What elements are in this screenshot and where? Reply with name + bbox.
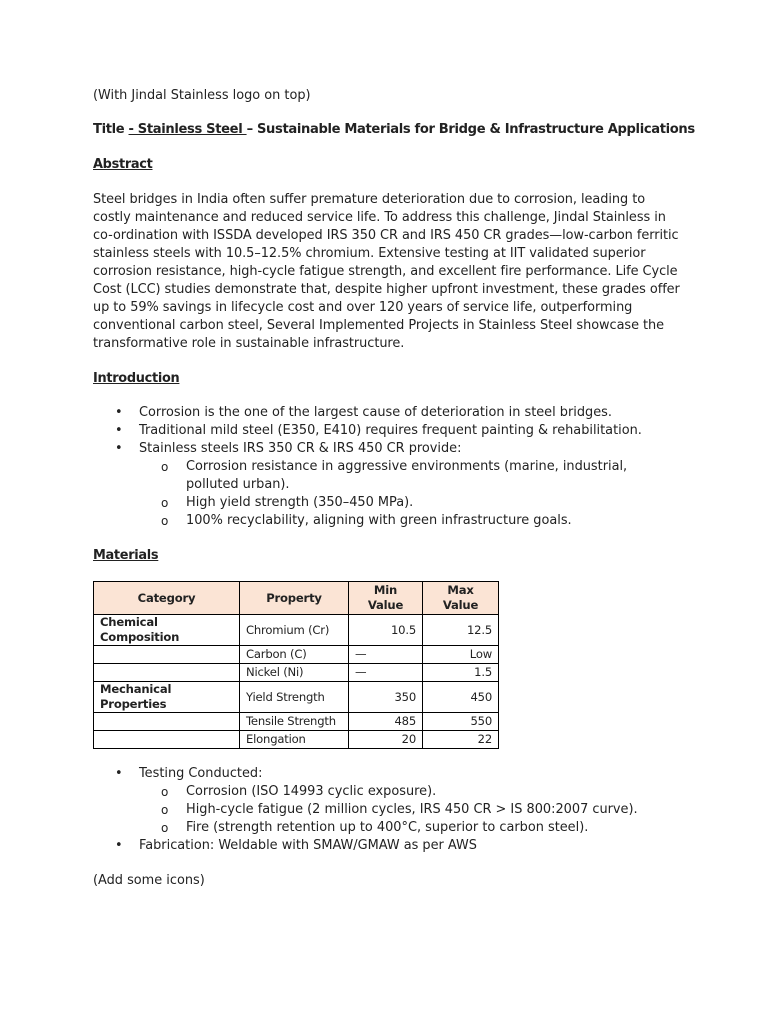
materials-heading: Materials <box>93 548 159 563</box>
materials-table <box>93 581 499 749</box>
table-row <box>94 646 499 664</box>
abstract-heading: Abstract <box>93 157 153 172</box>
table-cell: Low <box>423 646 499 664</box>
list-item <box>93 440 683 530</box>
table-header-cell: Category <box>94 582 240 615</box>
list-item-label: Stainless steels IRS 350 CR & IRS 450 CR provide: <box>139 441 462 456</box>
sub-list-item: o High yield strength (350–450 MPa). <box>139 494 683 512</box>
table-cell: 450 <box>423 682 499 713</box>
table-cell: 22 <box>423 731 499 749</box>
document-content <box>93 87 695 890</box>
sub-list-item: o High-cycle fatigue (2 million cycles, IRS 450 CR > IS 800:2007 curve). <box>139 801 683 819</box>
document-title <box>93 121 695 139</box>
table-cell: — <box>349 646 423 664</box>
table-row <box>94 615 499 646</box>
sub-list-item: o Fire (strength retention up to 400°C, superior to carbon steel). <box>139 819 683 837</box>
list-item: • Fabrication: Weldable with SMAW/GMAW as per AWS <box>93 837 683 855</box>
table-header-cell: Min Value <box>349 582 423 615</box>
table-cell <box>94 664 240 682</box>
sub-list <box>139 783 683 837</box>
table-cell: Tensile Strength <box>240 713 349 731</box>
table-header-cell: Max Value <box>423 582 499 615</box>
table-cell: 350 <box>349 682 423 713</box>
list-item: • Traditional mild steel (E350, E410) requires frequent painting & rehabilitation. <box>93 422 683 440</box>
sub-list-item: o Corrosion (ISO 14993 cyclic exposure). <box>139 783 683 801</box>
title-rest: – Sustainable Materials for Bridge & Infrastructure Applications <box>246 122 695 137</box>
table-cell: Mechanical Properties <box>94 682 240 713</box>
table-cell: — <box>349 664 423 682</box>
list-item-label: Testing Conducted: <box>139 766 263 781</box>
table-cell: 550 <box>423 713 499 731</box>
list-item <box>93 765 683 837</box>
list-item: • Corrosion is the one of the largest cause of deterioration in steel bridges. <box>93 404 683 422</box>
table-row <box>94 664 499 682</box>
title-prefix: Title <box>93 122 129 137</box>
table-cell: 20 <box>349 731 423 749</box>
table-row <box>94 682 499 713</box>
table-cell: Carbon (C) <box>240 646 349 664</box>
introduction-heading: Introduction <box>93 371 180 386</box>
table-header-row <box>94 582 499 615</box>
table-cell: Chromium (Cr) <box>240 615 349 646</box>
table-cell <box>94 646 240 664</box>
table-row <box>94 713 499 731</box>
sub-list-item: o 100% recyclability, aligning with green infrastructure goals. <box>139 512 683 530</box>
logo-note: (With Jindal Stainless logo on top) <box>93 88 311 103</box>
table-cell: Chemical Composition <box>94 615 240 646</box>
icons-note: (Add some icons) <box>93 873 205 888</box>
abstract-body: Steel bridges in India often suffer premature deterioration due to corrosion, leading to costly maintenance and reduced service life. To address this challenge, Jindal Stainless in co-ordination with ISSDA developed IRS 350 CR and IRS 450 CR grades—low-carbon ferritic stainless steels with 10.5–12.5% chromium. Extensive testing at IIT validated superior corrosion resistance, high-cycle fatigue strength, and excellent fire performance. Life Cycle Cost (LCC) studies demonstrate that, despite higher upfront investment, these grades offer up to 59% savings in lifecycle cost and over 120 years of service life, outperforming conventional carbon steel, Several Implemented Projects in Stainless Steel showcase the transformative role in sustainable infrastructure. <box>93 192 680 351</box>
table-cell: Nickel (Ni) <box>240 664 349 682</box>
introduction-list <box>93 404 683 530</box>
testing-list <box>93 765 683 855</box>
table-header-cell: Property <box>240 582 349 615</box>
table-cell: 485 <box>349 713 423 731</box>
table-cell: 10.5 <box>349 615 423 646</box>
table-cell <box>94 713 240 731</box>
sub-list-item: o Corrosion resistance in aggressive environments (marine, industrial, polluted urban). <box>139 458 683 494</box>
title-underlined: - Stainless Steel <box>128 122 247 137</box>
sub-list <box>139 458 683 530</box>
table-cell: Yield Strength <box>240 682 349 713</box>
table-cell: 12.5 <box>423 615 499 646</box>
table-cell <box>94 731 240 749</box>
table-row <box>94 731 499 749</box>
table-cell: Elongation <box>240 731 349 749</box>
table-cell: 1.5 <box>423 664 499 682</box>
